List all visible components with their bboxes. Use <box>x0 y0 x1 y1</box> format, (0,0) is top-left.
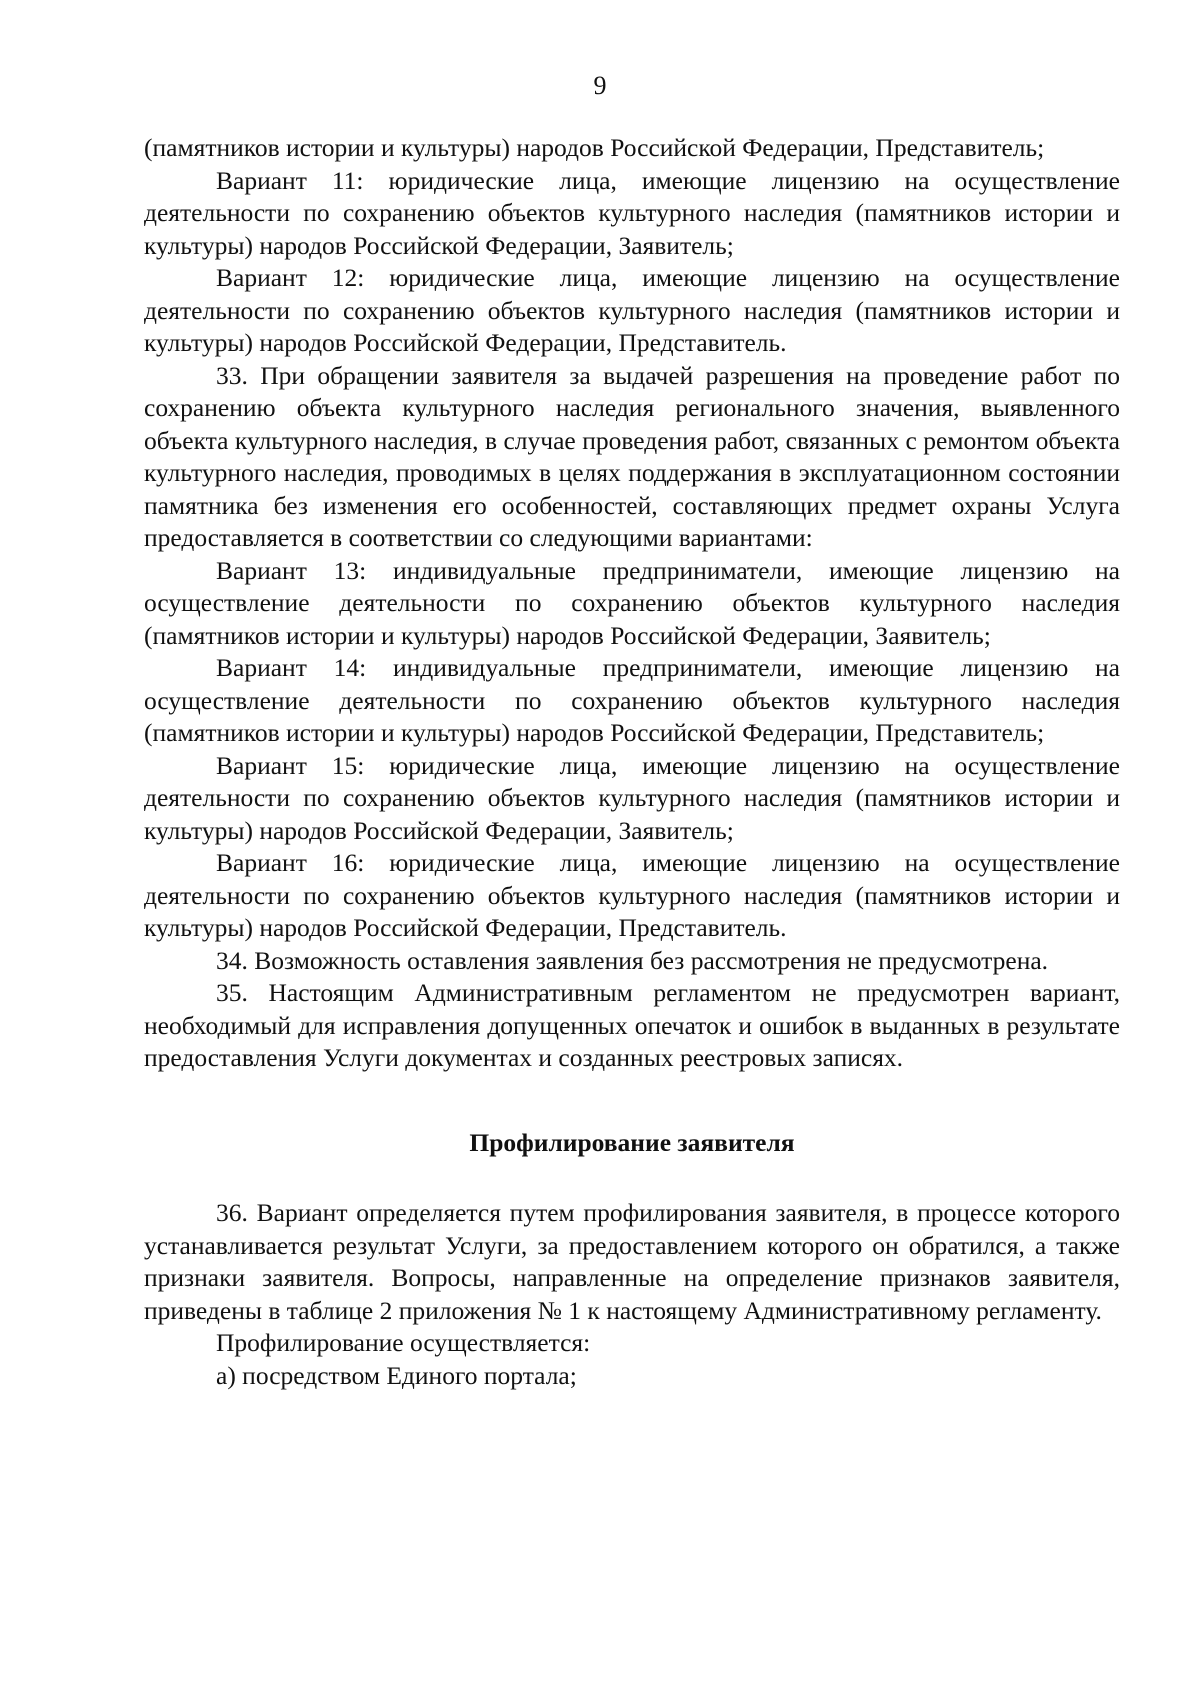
paragraph-variant-15: Вариант 15: юридические лица, имеющие лицензию на осуществление деятельности по сохранению объектов культурного наследия (памятников истории и культуры) народов Российской Федерации, Заявитель; <box>144 750 1120 845</box>
paragraph-clause-34: 34. Возможность оставления заявления без рассмотрения не предусмотрена. <box>216 945 1049 975</box>
paragraph-profiling-methods: Профилирование осуществляется: <box>216 1328 591 1357</box>
paragraph-variant-16: Вариант 16: юридические лица, имеющие лицензию на осуществление деятельности по сохранению объектов культурного наследия (памятников истории и культуры) народов Российской Федерации, Представитель. <box>144 848 1120 942</box>
paragraph-variant-11: Вариант 11: юридические лица, имеющие лицензию на осуществление деятельности по сохранению объектов культурного наследия (памятников истории и культуры) народов Российской Федерации, Заявитель; <box>144 165 1120 260</box>
paragraph-variant-14: Вариант 14: индивидуальные предприниматели, имеющие лицензию на осуществление деятельности по сохранению объектов культурного наследия (памятников истории и культуры) народов Российской Федерации, Представитель; <box>144 653 1120 747</box>
paragraph-variant-12: Вариант 12: юридические лица, имеющие лицензию на осуществление деятельности по сохранению объектов культурного наследия (памятников истории и культуры) народов Российской Федерации, Представитель. <box>144 263 1120 357</box>
paragraph-clause-35: 35. Настоящим Административным регламентом не предусмотрен вариант, необходимый для исправления допущенных опечаток и ошибок в выданных в результате предоставления Услуги документах и созданных реестровых записях. <box>144 978 1120 1072</box>
section-heading: Профилирование заявителя <box>469 1127 795 1157</box>
paragraph-continuation: (памятников истории и культуры) народов Российской Федерации, Представитель; <box>144 133 1045 162</box>
paragraph-variant-13: Вариант 13: индивидуальные предприниматели, имеющие лицензию на осуществление деятельности по сохранению объектов культурного наследия (памятников истории и культуры) народов Российской Федерации, Заявитель; <box>144 555 1120 650</box>
page-number: 9 <box>593 71 607 100</box>
list-item-a: а) посредством Единого портала; <box>216 1360 577 1390</box>
paragraph-clause-33: 33. При обращении заявителя за выдачей разрешения на проведение работ по сохранению объекта культурного наследия регионального значения, выявленного объекта культурного наследия, в случае проведения работ, связанных с ремонтом объекта культурного наследия, проводимых в целях поддержания в эксплуатационном состоянии памятника без изменения его особенностей, составляющих предмет охраны Услуга предоставляется в соответствии со следующими вариантами: <box>144 360 1120 552</box>
document-body <box>144 132 1120 1392</box>
paragraph-clause-36: 36. Вариант определяется путем профилирования заявителя, в процессе которого устанавливается результат Услуги, за предоставлением которого он обратился, а также признаки заявителя. Вопросы, направленные на определение признаков заявителя, приведены в таблице 2 приложения № 1 к настоящему Административному регламенту. <box>144 1198 1120 1325</box>
